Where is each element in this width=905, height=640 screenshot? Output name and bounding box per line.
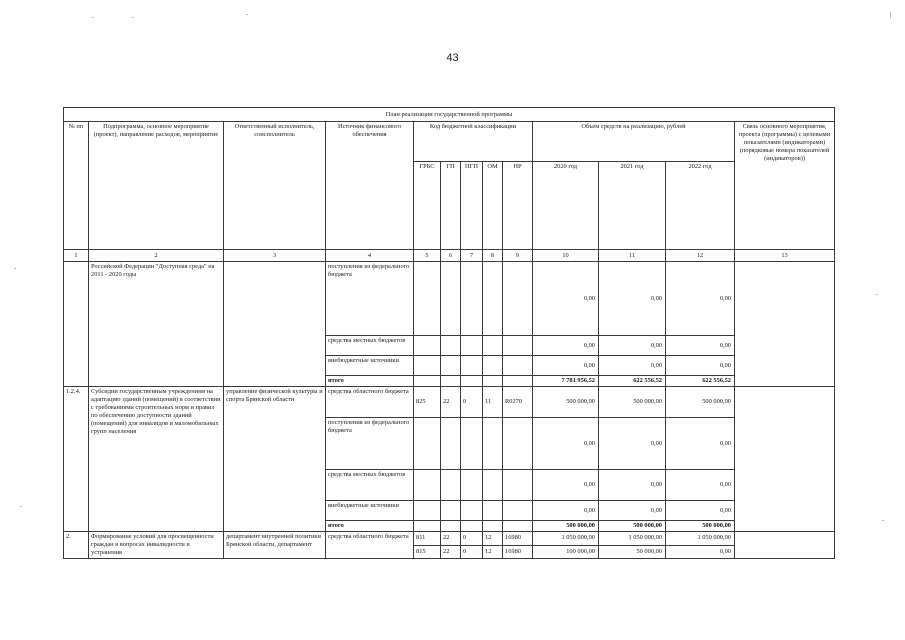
row-num-cell: [64, 262, 89, 387]
header-code-group: Код бюджетной классификации: [414, 122, 533, 162]
col-number: 2: [89, 250, 224, 262]
col-number: 12: [666, 250, 735, 262]
program-cell: Субсидии государственным учреждениям на адаптацию зданий (помещений) в соответствии с требованиями строительных норм и правил по обеспечению доступности зданий (помещений) для инвалидов и маломобильных групп населения: [89, 387, 224, 532]
source-cell: поступления из федерального бюджета: [326, 262, 414, 336]
col-number: 3: [224, 250, 326, 262]
link-cell: [735, 387, 835, 532]
value-2022: 0,00: [666, 418, 735, 470]
header-2022: 2022 год: [666, 162, 735, 250]
value-2021: 0,00: [599, 336, 666, 356]
link-cell: [735, 532, 835, 559]
total-2021: 622 556,52: [599, 376, 666, 387]
header-amount-group: Объем средств на реализацию, рублей: [533, 122, 735, 162]
value-2020: 0,00: [533, 418, 599, 470]
value-2021: 1 050 000,00: [599, 532, 666, 546]
value-2020: 0,00: [533, 262, 599, 336]
value-2022: 0,00: [666, 501, 735, 521]
header-om: ОМ: [483, 162, 503, 250]
scan-speck: [890, 12, 891, 18]
column-numbers-row: [64, 250, 835, 262]
col-number: 11: [599, 250, 666, 262]
value-2021: 0,00: [599, 470, 666, 501]
source-cell-total: итого: [326, 521, 414, 532]
source-cell-total: итого: [326, 376, 414, 387]
col-number: 5: [414, 250, 441, 262]
scan-speck: [246, 14, 248, 15]
executor-cell: департамент внутренней политики Брянской области, департамент: [224, 532, 326, 559]
total-2022: 622 556,52: [666, 376, 735, 387]
om-cell: 11: [483, 387, 503, 418]
col-number: 1: [64, 250, 89, 262]
col-number: 8: [483, 250, 503, 262]
value-2022: 0,00: [666, 262, 735, 336]
pgp-cell: 0: [461, 545, 483, 559]
pgp-cell: 0: [461, 532, 483, 546]
header-link: Связь основного мероприятия, проекта (программы) с целевыми показателями (индикаторами) (порядковые номера показателей (индикаторов)): [735, 122, 835, 250]
header-grbs: ГРБС: [414, 162, 441, 250]
om-cell: 12: [483, 532, 503, 546]
col-number: 13: [735, 250, 835, 262]
table-title: План реализации государственной программы: [64, 108, 835, 122]
table-row: [64, 387, 835, 418]
header-num: № пп: [64, 122, 89, 250]
link-cell: [735, 262, 835, 387]
om-cell: 12: [483, 545, 503, 559]
header-gp: ГП: [441, 162, 461, 250]
grbs-cell: 811: [414, 532, 441, 546]
value-2021: 0,00: [599, 418, 666, 470]
value-2020: 0,00: [533, 336, 599, 356]
pgp-cell: 0: [461, 387, 483, 418]
value-2020: 0,00: [533, 501, 599, 521]
table-row: [64, 262, 835, 336]
program-cell: Формирование условий для просвещенности граждан в вопросах инвалидности и устранения: [89, 532, 224, 559]
total-2020: 7 781 956,52: [533, 376, 599, 387]
source-cell: средства местных бюджетов: [326, 470, 414, 501]
table-row: [64, 532, 835, 546]
col-number: 7: [461, 250, 483, 262]
source-cell: поступления из федерального бюджета: [326, 418, 414, 470]
source-cell: средства местных бюджетов: [326, 336, 414, 356]
source-cell: средства областного бюджета: [326, 387, 414, 418]
value-2020: 1 050 000,00: [533, 532, 599, 546]
source-cell: внебюджетные источники: [326, 501, 414, 521]
value-2020: 100 000,00: [533, 545, 599, 559]
gp-cell: 22: [441, 532, 461, 546]
col-number: 10: [533, 250, 599, 262]
header-executor: Ответственный исполнитель, соисполнитель: [224, 122, 326, 250]
header-source: Источник финансового обеспечения: [326, 122, 414, 250]
grbs-cell: 815: [414, 545, 441, 559]
scan-speck: [132, 17, 134, 18]
source-cell: внебюджетные источники: [326, 356, 414, 376]
grbs-cell: 825: [414, 387, 441, 418]
value-2021: 0,00: [599, 262, 666, 336]
header-program: Подпрограмма, основное мероприятие (проект), направление расходов, мероприятие: [89, 122, 224, 250]
np-cell: R0270: [503, 387, 533, 418]
value-2022: 0,00: [666, 470, 735, 501]
col-number: 6: [441, 250, 461, 262]
executor-cell: управление физической культуры и спорта Брянской области: [224, 387, 326, 532]
program-cell: Российской Федерации "Доступная среда" на 2011 - 2020 годы: [89, 262, 224, 387]
row-num-cell: 2.: [64, 532, 89, 559]
gp-cell: 22: [441, 387, 461, 418]
scan-speck: [882, 520, 884, 521]
page-number: 43: [446, 52, 459, 64]
value-2022: 1 050 000,00: [666, 532, 735, 546]
executor-cell: [224, 262, 326, 387]
scan-speck: [876, 294, 878, 295]
value-2022: 0,00: [666, 545, 735, 559]
np-cell: 16980: [503, 545, 533, 559]
value-2022: 500 000,00: [666, 387, 735, 418]
total-2020: 500 000,00: [533, 521, 599, 532]
col-number: 4: [326, 250, 414, 262]
header-2020: 2020 год: [533, 162, 599, 250]
header-pgp: ПГП: [461, 162, 483, 250]
value-2022: 0,00: [666, 356, 735, 376]
program-plan-table: [63, 107, 835, 559]
source-cell: средства областного бюджета: [326, 532, 414, 559]
header-2021: 2021 год: [599, 162, 666, 250]
value-2020: 500 000,00: [533, 387, 599, 418]
scan-speck: [14, 268, 16, 269]
value-2021: 500 000,00: [599, 387, 666, 418]
col-number: 9: [503, 250, 533, 262]
value-2020: 0,00: [533, 356, 599, 376]
row-num-cell: 1.2.4.: [64, 387, 89, 532]
scan-speck: [20, 506, 22, 507]
total-2021: 500 000,00: [599, 521, 666, 532]
header-np: НР: [503, 162, 533, 250]
value-2022: 0,00: [666, 336, 735, 356]
total-2022: 500 000,00: [666, 521, 735, 532]
value-2021: 0,00: [599, 501, 666, 521]
value-2020: 0,00: [533, 470, 599, 501]
value-2021: 50 000,00: [599, 545, 666, 559]
gp-cell: 22: [441, 545, 461, 559]
scan-speck: [92, 17, 94, 18]
np-cell: 16980: [503, 532, 533, 546]
value-2021: 0,00: [599, 356, 666, 376]
